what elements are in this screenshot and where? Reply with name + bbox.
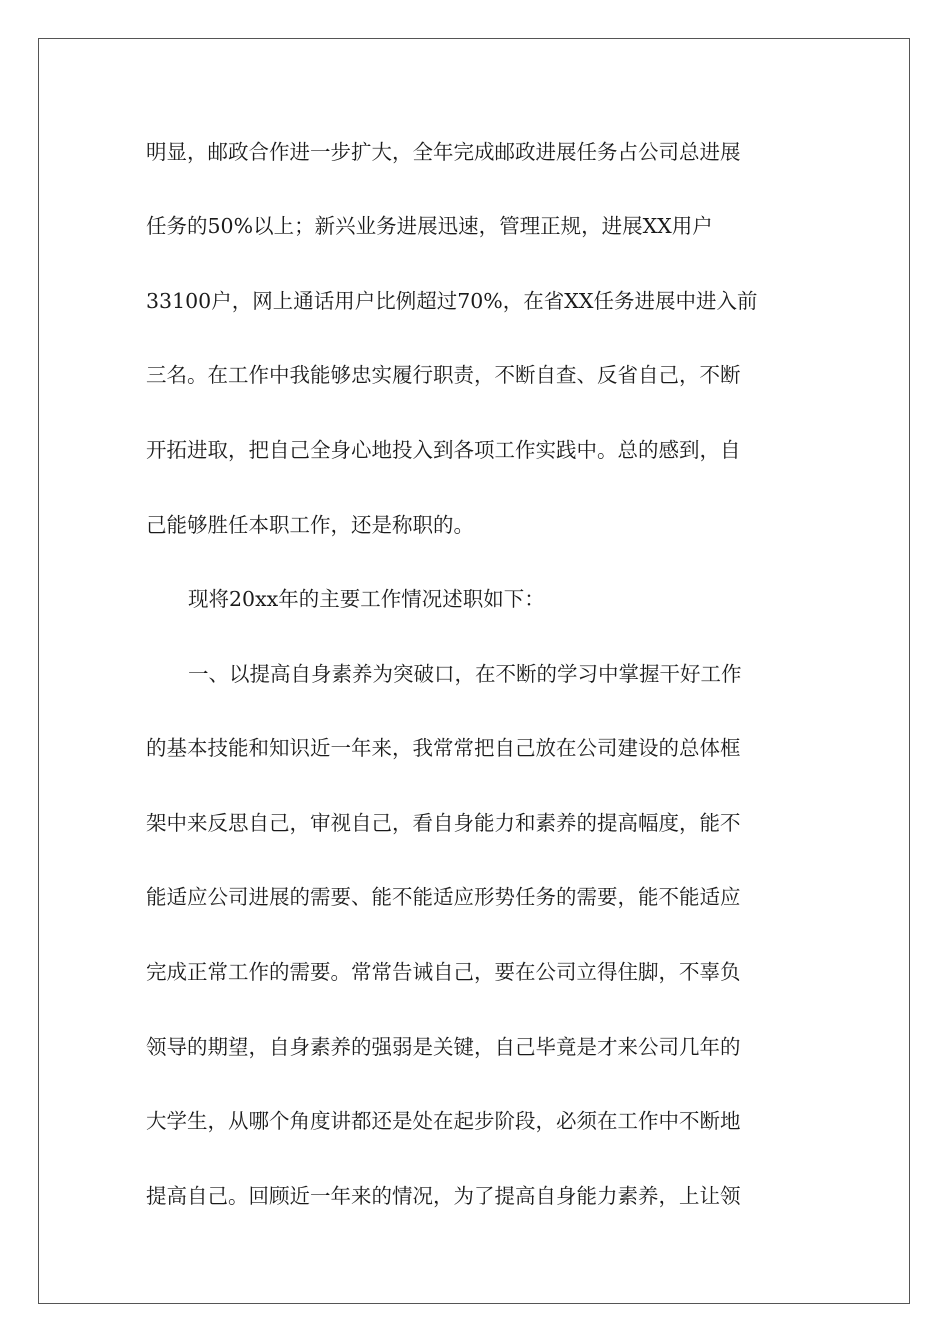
text-line-9: 的基本技能和知识近一年来，我常常把自己放在公司建设的总体框 — [146, 736, 741, 760]
text-line-8: 一、以提高自身素养为突破口，在不断的学习中掌握干好工作 — [188, 662, 742, 686]
text-line-15: 提高自己。回顾近一年来的情况，为了提高自身能力素养，上让领 — [146, 1184, 741, 1208]
text-line-4: 三名。在工作中我能够忠实履行职责，不断自查、反省自己，不断 — [146, 363, 741, 387]
text-line-10: 架中来反思自己，审视自己，看自身能力和素养的提高幅度，能不 — [146, 811, 741, 835]
text-line-3: 33100户，网上通话用户比例超过70%，在省XX任务进展中进入前 — [146, 289, 758, 313]
text-line-2: 任务的50%以上；新兴业务进展迅速，管理正规，进展XX用户 — [146, 214, 713, 238]
text-line-7: 现将20xx年的主要工作情况述职如下： — [188, 587, 545, 611]
text-line-1: 明显，邮政合作进一步扩大，全年完成邮政进展任务占公司总进展 — [146, 140, 741, 164]
text-line-12: 完成正常工作的需要。常常告诫自己，要在公司立得住脚，不辜负 — [146, 960, 741, 984]
text-line-5: 开拓进取，把自己全身心地投入到各项工作实践中。总的感到，自 — [146, 438, 741, 462]
text-line-6: 己能够胜任本职工作，还是称职的。 — [146, 513, 474, 537]
text-line-14: 大学生，从哪个角度讲都还是处在起步阶段，必须在工作中不断地 — [146, 1109, 741, 1133]
text-line-13: 领导的期望，自身素养的强弱是关键，自己毕竟是才来公司几年的 — [146, 1035, 741, 1059]
text-line-11: 能适应公司进展的需要、能不能适应形势任务的需要，能不能适应 — [146, 885, 741, 909]
